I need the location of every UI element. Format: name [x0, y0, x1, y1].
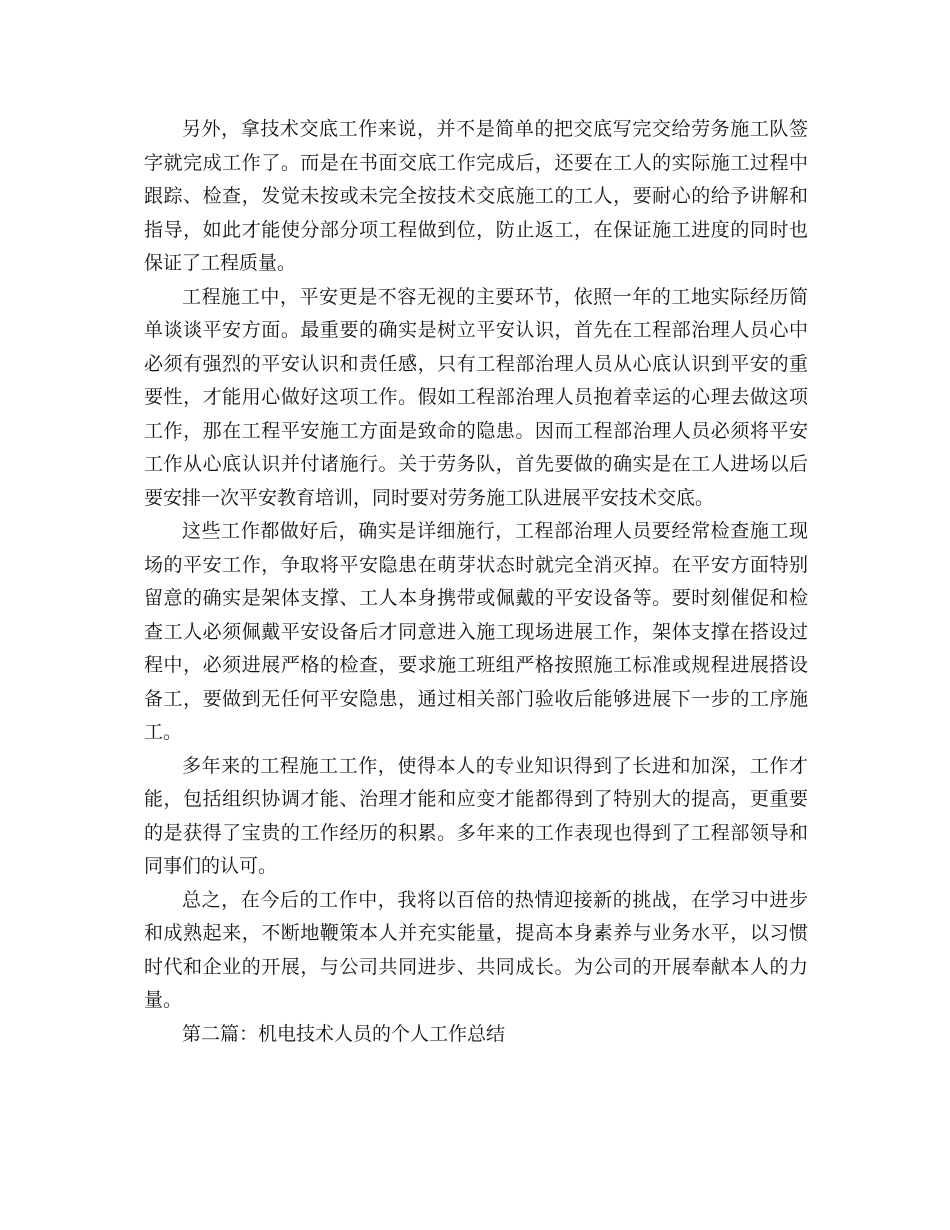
paragraph: 总之，在今后的工作中，我将以百倍的热情迎接新的挑战，在学习中进步和成熟起来，不断地鞭策本人并充实能量，提高本身素养与业务水平，以习惯时代和企业的开展，与公司共同进步、共同成长。为公司的开展奉献本人的力量。 — [144, 888, 808, 1011]
paragraph: 多年来的工程施工工作，使得本人的专业知识得到了长进和加深，工作才能，包括组织协调才能、治理才能和应变才能都得到了特别大的提高，更重要的是获得了宝贵的工作经历的积累。多年来的工作表现也得到了工程部领导和同事们的认可。 — [144, 754, 808, 877]
paragraph: 工程施工中，平安更是不容无视的主要环节，依照一年的工地实际经历简单谈谈平安方面。最重要的确实是树立平安认识，首先在工程部治理人员心中必须有强烈的平安认识和责任感，只有工程部治理人员从心底认识到平安的重要性，才能用心做好这项工作。假如工程部治理人员抱着幸运的心理去做这项工作，那在工程平安施工方面是致命的隐患。因而工程部治理人员必须将平安工作从心底认识并付诸施行。关于劳务队，首先要做的确实是在工人进场以后要安排一次平安教育培训，同时要对劳务施工队进展平安技术交底。 — [144, 285, 808, 509]
document-body — [144, 113, 808, 1051]
paragraph: 这些工作都做好后，确实是详细施行，工程部治理人员要经常检查施工现场的平安工作，争取将平安隐患在萌芽状态时就完全消灭掉。在平安方面特别留意的确实是架体支撑、工人本身携带或佩戴的平安设备等。要时刻催促和检查工人必须佩戴平安设备后才同意进入施工现场进展工作，架体支撑在搭设过程中，必须进展严格的检查，要求施工班组严格按照施工标准或规程进展搭设备工，要做到无任何平安隐患，通过相关部门验收后能够进展下一步的工序施工。 — [144, 520, 808, 743]
section-heading: 第二篇：机电技术人员的个人工作总结 — [182, 1022, 506, 1045]
paragraph: 另外，拿技术交底工作来说，并不是简单的把交底写完交给劳务施工队签字就完成工作了。而是在书面交底工作完成后，还要在工人的实际施工过程中跟踪、检查，发觉未按或未完全按技术交底施工的工人，要耐心的给予讲解和指导，如此才能使分部分项工程做到位，防止返工，在保证施工进度的同时也保证了工程质量。 — [144, 118, 808, 274]
